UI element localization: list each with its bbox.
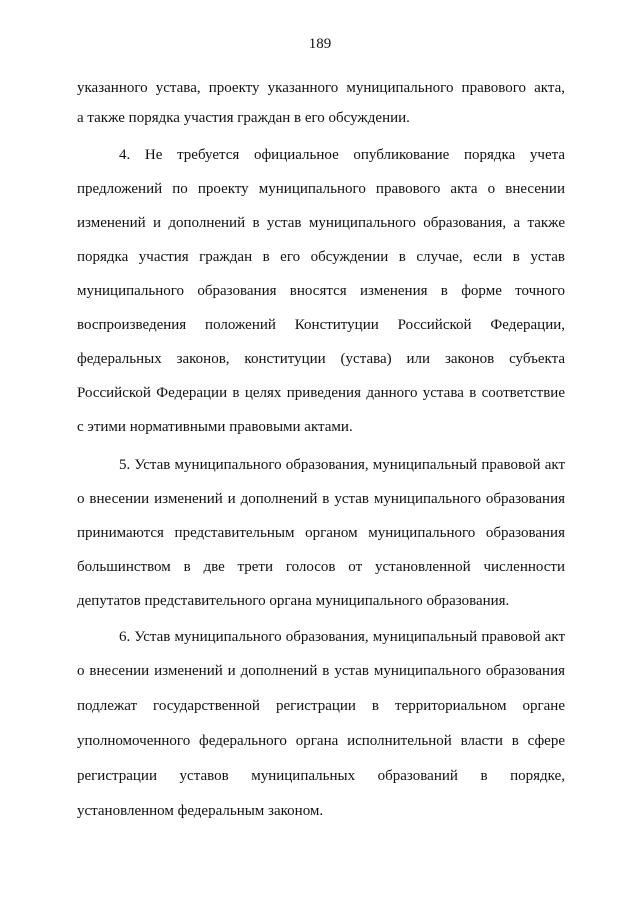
- text-line: предложений по проекту муниципального правового акта о внесении: [77, 181, 565, 197]
- text-line: Российской Федерации в целях приведения данного устава в соответствие: [77, 385, 565, 401]
- text-line: указанного устава, проекту указанного муниципального правового акта,: [77, 80, 565, 96]
- text-line: 6. Устав муниципального образования, муниципальный правовой акт: [119, 629, 565, 645]
- text-line: о внесении изменений и дополнений в устав муниципального образования: [77, 663, 565, 679]
- text-line: воспроизведения положений Конституции Российской Федерации,: [77, 317, 565, 333]
- text-line: депутатов представительного органа муниципального образования.: [77, 593, 510, 609]
- text-line: о внесении изменений и дополнений в устав муниципального образования: [77, 491, 565, 507]
- text-line: 5. Устав муниципального образования, муниципальный правовой акт: [119, 457, 565, 473]
- text-line: муниципального образования вносятся изменения в форме точного: [77, 283, 565, 299]
- text-line: принимаются представительным органом муниципального образования: [77, 525, 565, 541]
- text-line: федеральных законов, конституции (устава) или законов субъекта: [77, 351, 565, 367]
- text-line: уполномоченного федерального органа исполнительной власти в сфере: [77, 733, 565, 749]
- text-line: с этими нормативными правовыми актами.: [77, 419, 353, 435]
- text-line: большинством в две трети голосов от установленной численности: [77, 559, 565, 575]
- text-line: порядка участия граждан в его обсуждении в случае, если в устав: [77, 249, 565, 265]
- text-line: регистрации уставов муниципальных образований в порядке,: [77, 768, 565, 784]
- text-line: 4. Не требуется официальное опубликование порядка учета: [119, 147, 565, 163]
- text-line: подлежат государственной регистрации в территориальном органе: [77, 698, 565, 714]
- text-line: установленном федеральным законом.: [77, 803, 324, 819]
- text-line: изменений и дополнений в устав муниципального образования, а также: [77, 215, 565, 231]
- text-line: а также порядка участия граждан в его обсуждении.: [77, 110, 410, 126]
- page-number: 189: [308, 36, 332, 52]
